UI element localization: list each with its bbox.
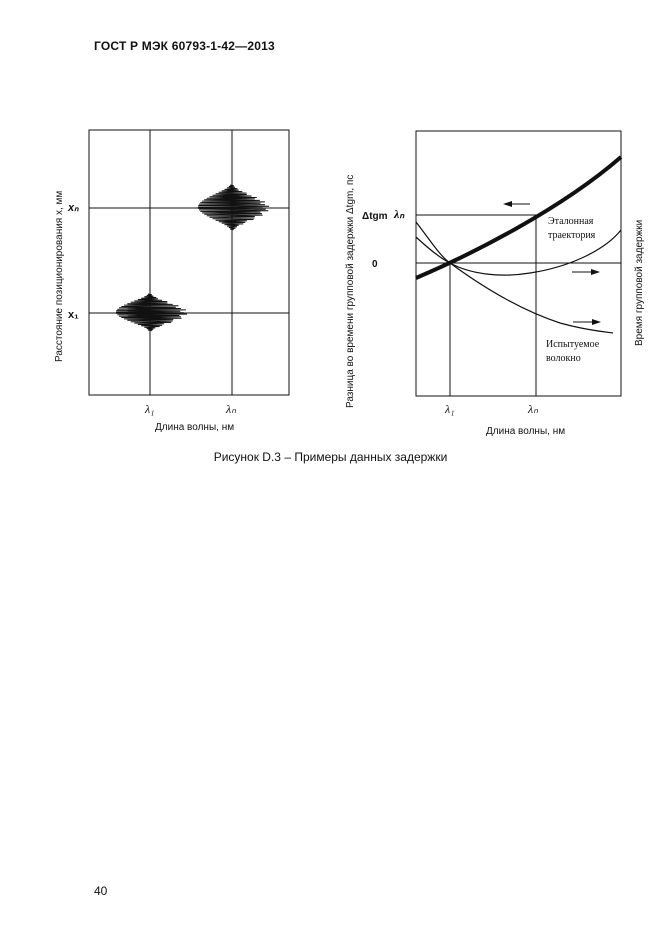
arrow-right-icon: [572, 269, 600, 275]
page-number: 40: [94, 884, 108, 898]
interferogram-trace: [198, 185, 269, 230]
tested-fiber-curve: [416, 237, 613, 333]
arrow-left-icon: [503, 201, 530, 207]
right-y-axis-label-right: Время групповой задержки: [634, 219, 645, 346]
document-header: ГОСТ Р МЭК 60793-1-42—2013: [94, 39, 275, 53]
left-panel: [54, 130, 289, 433]
left-y-tick-x1: x₁: [68, 309, 79, 321]
left-y-axis-label: Расстояние позиционирования x, мм: [54, 190, 65, 362]
reference-label-line1: Эталонная: [548, 216, 594, 227]
right-y-tick-zero: 0: [372, 259, 378, 270]
right-x-axis-label: Длина волны, нм: [486, 426, 566, 437]
figure-caption: Рисунок D.3 – Примеры данных задержки: [213, 450, 448, 464]
left-x-tick-lambdan: λₙ: [226, 402, 236, 416]
interferogram-upper: [198, 185, 269, 230]
arrow-right-icon: [573, 319, 601, 325]
interferogram-trace: [116, 294, 187, 331]
reference-label-line2: траектория: [548, 230, 596, 241]
left-y-tick-xn: xₙ: [68, 202, 79, 214]
tested-label-line2: волокно: [546, 353, 581, 364]
right-y-tick-delta: Δtgm: [362, 211, 388, 222]
right-panel: [345, 131, 645, 437]
interferogram-lower: [116, 294, 187, 331]
tested-label-line1: Испытуемое: [546, 339, 600, 350]
right-y-axis-label-left: Разница во времени групповой задержки Δtgm, пс: [345, 174, 356, 408]
right-y-tick-lambdan: λₙ: [394, 207, 405, 221]
left-frame: [89, 130, 289, 395]
left-x-axis-label: Длина волны, нм: [155, 422, 235, 433]
right-x-tick-lambda1: λ₁: [445, 402, 455, 416]
right-x-tick-lambdan: λₙ: [528, 402, 538, 416]
left-x-tick-lambda1: λ₁: [145, 402, 155, 416]
